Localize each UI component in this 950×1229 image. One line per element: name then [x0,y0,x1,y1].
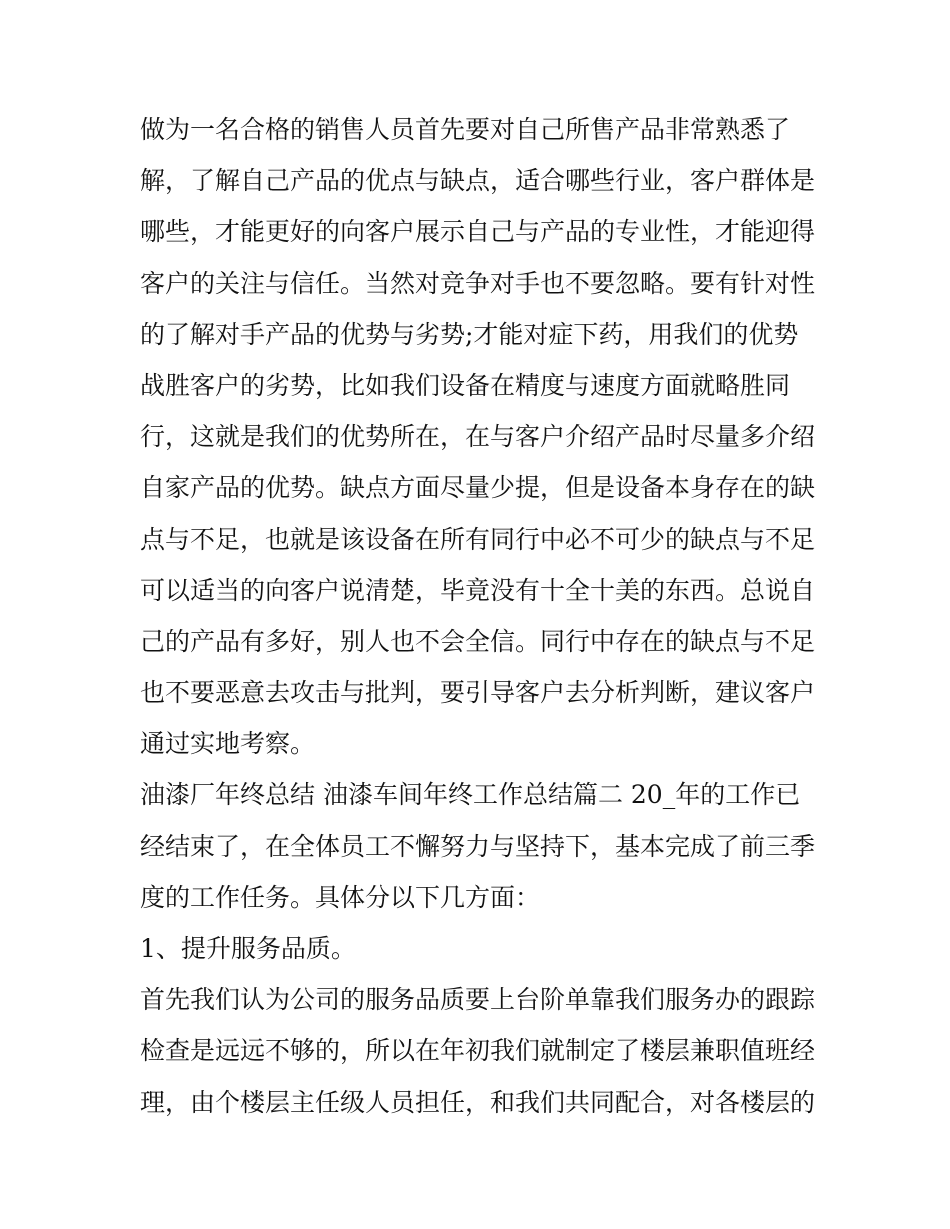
text-line: 通过实地考察。 [140,729,316,759]
text-line: 解，了解自己产品的优点与缺点，适合哪些行业，客户群体是 [140,166,816,196]
text-line: 也不要恶意去攻击与批判，要引导客户去分析判断，建议客户 [140,678,816,708]
text-line: 可以适当的向客户说清楚，毕竟没有十全十美的东西。总说自 [140,575,816,605]
text-line: 的了解对手产品的优势与劣势;才能对症下药，用我们的优势 [140,319,799,349]
text-line: 检查是远远不够的，所以在年初我们就制定了楼层兼职值班经 [140,1036,816,1066]
text-line: 行，这就是我们的优势所在，在与客户介绍产品时尽量多介绍 [140,422,816,452]
text-line: 客户的关注与信任。当然对竞争对手也不要忽略。要有针对性 [140,268,816,298]
text-line: 己的产品有多好，别人也不会全信。同行中存在的缺点与不足 [140,626,816,656]
list-heading-line: 1、提升服务品质。 [140,934,356,963]
section-title-line: 油漆厂年终总结 油漆车间年终工作总结篇二 20_年的工作已 [140,780,801,810]
text-line: 战胜客户的劣势，比如我们设备在精度与速度方面就略胜同 [140,370,791,400]
text-line: 哪些，才能更好的向客户展示自己与产品的专业性，才能迎得 [140,217,816,247]
text-line: 经结束了，在全体员工不懈努力与坚持下，基本完成了前三季 [140,831,816,861]
document-body [140,104,820,1128]
text-line: 理，由个楼层主任级人员担任，和我们共同配合，对各楼层的 [140,1087,816,1117]
text-line: 度的工作任务。具体分以下几方面： [140,882,541,912]
text-line: 做为一名合格的销售人员首先要对自己所售产品非常熟悉了 [140,115,791,144]
text-line: 自家产品的优势。缺点方面尽量少提，但是设备本身存在的缺 [140,473,816,503]
text-line: 点与不足，也就是该设备在所有同行中必不可少的缺点与不足 [140,524,816,554]
text-line: 首先我们认为公司的服务品质要上台阶单靠我们服务办的跟踪 [140,985,816,1015]
